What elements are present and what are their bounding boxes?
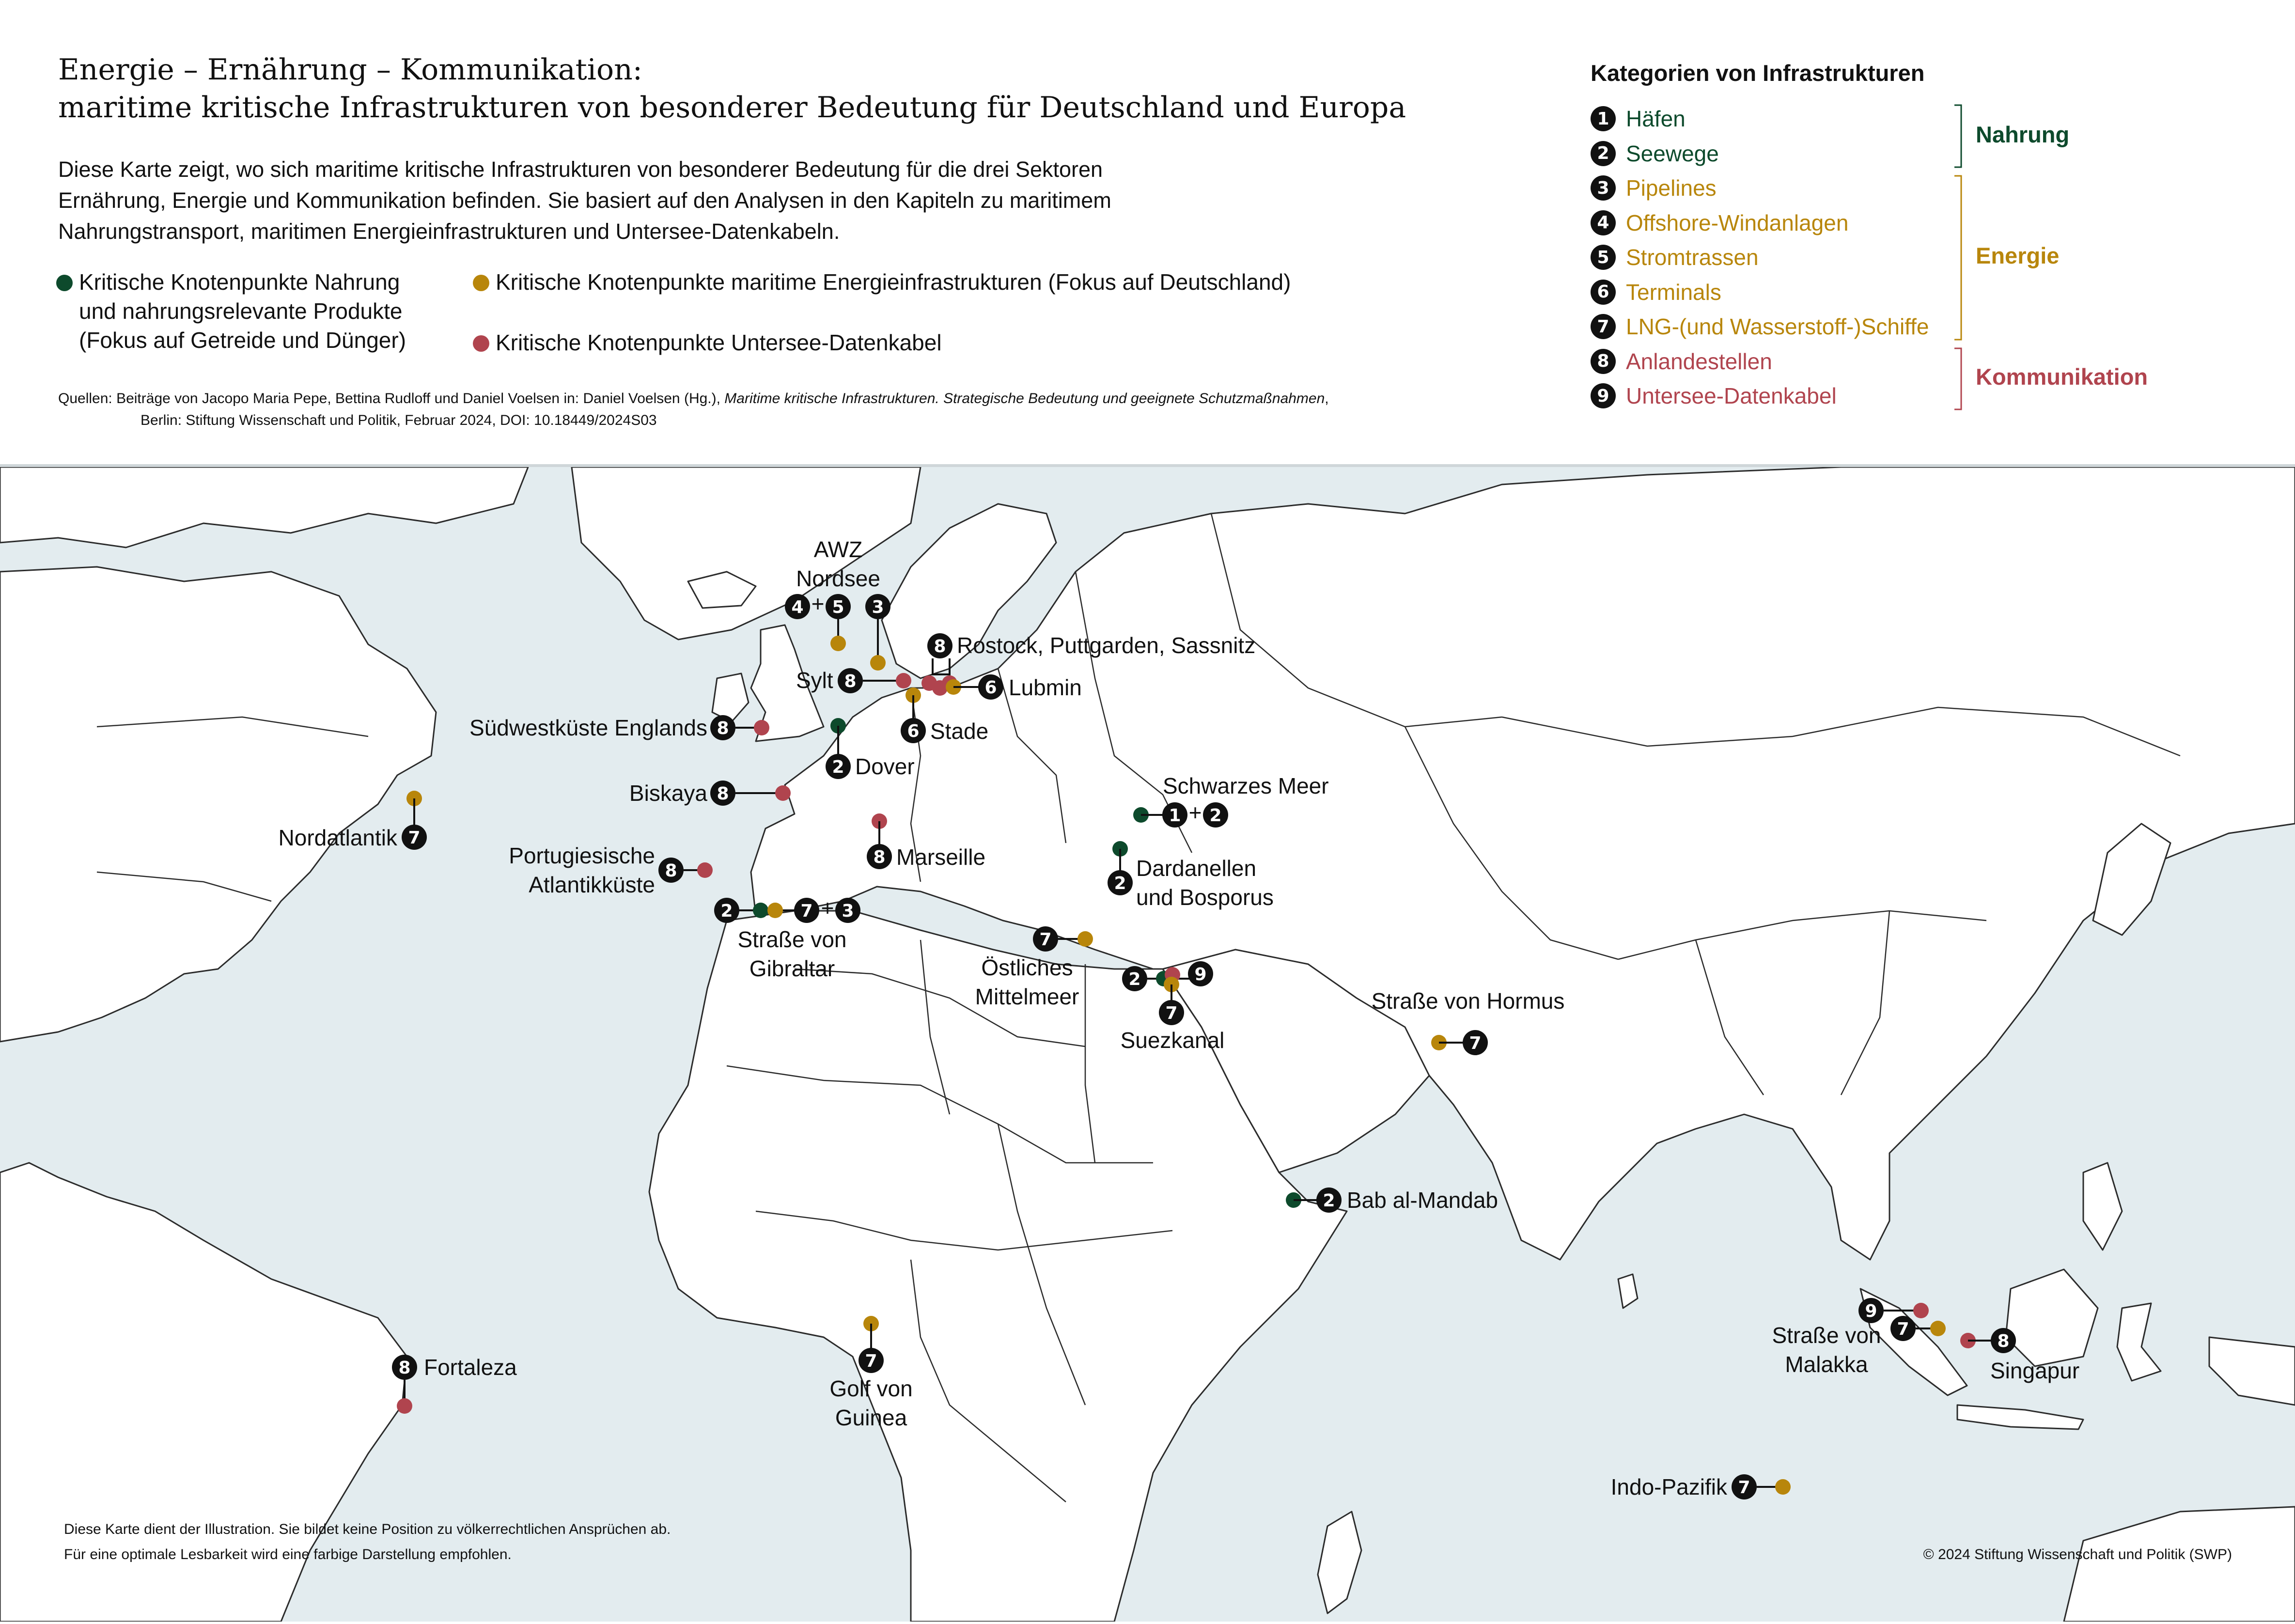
intro-line-2: Ernährung, Energie und Kommunikation befinden. Sie basiert auf den Analysen in den Kapiteln zu maritimem [58,188,1111,213]
badge-ostmittelmeer-7 [1033,926,1058,952]
badge-malakka-9 [1858,1298,1884,1323]
legend-item-label: Pipelines [1626,175,1717,201]
badge-schwarzes-1 [1162,802,1187,828]
svg-text:6: 6 [984,678,997,698]
legend-item-label: Stromtrassen [1626,245,1759,270]
title-line-1: Energie – Ernährung – Kommunikation: [58,53,642,87]
legend-braces [1952,104,1972,414]
svg-text:9: 9 [1865,1301,1877,1321]
sylt-label: Sylt [796,668,833,693]
badge-indopazifik-7 [1732,1474,1757,1499]
portugal-label-line2: Atlantikküste [529,872,655,897]
legend-number-badge: 3 [1591,175,1616,201]
legend-number-badge: 6 [1591,280,1616,305]
group-label-energie: Energie [1976,243,2060,268]
legend-number-badge: 1 [1591,106,1616,131]
dot-indopazifik [1775,1479,1791,1495]
marseille-label: Marseille [896,844,986,870]
legend-number-badge: 7 [1591,314,1616,339]
svg-text:2: 2 [1128,969,1141,989]
singapur-label: Singapur [1990,1358,2080,1383]
badge-biskaya-8 [710,781,735,806]
badge-singapur-8 [1991,1328,2016,1353]
schwarzes-plus: + [1188,800,1202,825]
badge-bab-2 [1316,1187,1342,1213]
page-title [58,51,1406,126]
ostmittelmeer-label-line1: Östliches [981,955,1073,980]
svg-text:2: 2 [1114,874,1126,893]
biskaya-label: Biskaya [629,781,707,806]
badge-rostock-8 [927,633,952,658]
dot-awz-windanlagen [830,636,846,651]
svg-text:7: 7 [1897,1319,1909,1339]
svg-text:6: 6 [907,721,920,741]
intro-line-3: Nahrungstransport, maritimen Energieinfrastrukturen und Untersee-Datenkabeln. [58,219,840,244]
legend-number-badge: 2 [1591,141,1616,166]
rostock-label: Rostock, Puttgarden, Sassnitz [957,633,1256,658]
dot-gibraltar-energie [767,903,783,918]
title-line-2: maritime kritische Infrastrukturen von besonderer Bedeutung für Deutschland und Europa [58,91,1406,125]
dot-gibraltar-seeweg [753,903,768,918]
badge-lubmin-6 [978,674,1003,700]
legend-item-3 [1591,171,1717,205]
dot-biskaya [775,785,791,801]
svg-text:4: 4 [791,597,804,617]
footnote-1: Diese Karte dient der Illustration. Sie bildet keine Position zu völkerrechtlichen Ansprüchen ab. [64,1521,671,1537]
suez-label: Suezkanal [1120,1028,1225,1053]
key-nahrung-line-2: und nahrungsrelevante Produkte [79,298,403,324]
legend-item-label: Häfen [1626,106,1686,131]
svg-text:7: 7 [800,901,813,921]
badge-stade-6 [901,718,926,743]
badge-suedwest-8 [710,715,735,740]
key-energie: Kritische Knotenpunkte maritime Energieinfrastrukturen (Fokus auf Deutschland) [496,269,1291,295]
copyright: © 2024 Stiftung Wissenschaft und Politik (SWP) [1923,1546,2232,1562]
svg-text:8: 8 [717,784,729,804]
malakka-label-line1: Straße von [1772,1323,1881,1348]
fortaleza-label: Fortaleza [424,1355,517,1380]
energie-dot-icon [473,275,489,291]
map-canvas [0,467,2295,1622]
sources [58,388,1329,431]
legend-item-7 [1591,310,1929,344]
legend-title: Kategorien von Infrastrukturen [1591,60,1925,86]
stade-label: Stade [930,718,989,744]
svg-text:8: 8 [665,861,677,881]
legend-number-badge: 9 [1591,383,1616,408]
legend-item-4 [1591,206,1848,240]
svg-text:7: 7 [1469,1033,1482,1053]
svg-text:7: 7 [1039,930,1052,950]
badge-malakka-7 [1890,1316,1916,1341]
legend-item-label: LNG-(und Wasserstoff-)Schiffe [1626,314,1929,339]
svg-text:2: 2 [1323,1191,1335,1211]
legend-item-label: Offshore-Windanlagen [1626,210,1849,235]
badge-hormus-7 [1463,1030,1488,1055]
bab-label: Bab al-Mandab [1347,1187,1498,1213]
badge-awz-4 [785,594,810,619]
hormus-label: Straße von Hormus [1371,988,1565,1014]
intro-text [58,154,1269,247]
group-label-nahrung: Nahrung [1976,122,2070,147]
svg-text:2: 2 [832,757,844,777]
legend-item-2 [1591,137,1719,171]
dot-malakka-lng [1930,1321,1946,1336]
badge-awz-5 [826,594,851,619]
svg-text:7: 7 [1165,1003,1178,1023]
dot-ostmittelmeer [1077,931,1093,947]
awz-label-line2: Nordsee [796,566,880,591]
malakka-label-line2: Malakka [1785,1352,1868,1377]
legend-item-8 [1591,344,1772,378]
svg-text:8: 8 [398,1358,411,1378]
sources-suffix: , [1325,390,1329,406]
awz-label-line1: AWZ [813,537,863,562]
svg-text:8: 8 [717,718,729,738]
schwarzes-label: Schwarzes Meer [1163,773,1329,798]
badge-suez-9 [1188,961,1213,986]
guinea-label-line1: Golf von [829,1376,913,1401]
badge-suez-2 [1122,966,1147,991]
sources-prefix: Quellen: Beiträge von Jacopo Maria Pepe, Bettina Rudloff und Daniel Voelsen in: Daniel Voelsen (Hg.), [58,390,725,406]
legend-number-badge: 4 [1591,210,1616,235]
badge-gibraltar-7 [794,898,819,923]
legend-item-5 [1591,240,1759,274]
indopazifik-label: Indo-Pazifik [1610,1474,1727,1499]
legend-item-label: Untersee-Datenkabel [1626,383,1837,408]
legend-item-1 [1591,102,1686,136]
svg-text:9: 9 [1194,965,1207,984]
suedwest-label: Südwestküste Englands [469,715,707,740]
header [0,0,2295,464]
gibraltar-label-line2: Gibraltar [749,956,835,981]
footnote-2: Für eine optimale Lesbarkeit wird eine farbige Darstellung empfohlen. [64,1546,512,1562]
badge-portugal-8 [658,858,684,883]
sources-publication: Maritime kritische Infrastrukturen. Strategische Bedeutung und geeignete Schutzmaßnahmen [724,390,1325,406]
badge-fortaleza-8 [392,1355,417,1380]
badge-gibraltar-2 [714,898,739,923]
key-nahrung-line-3: (Fokus auf Getreide und Dünger) [79,328,406,353]
dardanellen-label-line1: Dardanellen [1136,856,1257,881]
dot-portugal [697,862,713,878]
legend-item-label: Seewege [1626,141,1719,166]
svg-text:7: 7 [1738,1478,1750,1498]
lubmin-label: Lubmin [1009,675,1082,700]
legend-item-label: Terminals [1626,279,1721,305]
badge-nordatlantik-7 [402,825,427,850]
svg-text:8: 8 [873,847,886,867]
dot-awz-pipelines [870,655,886,671]
dot-fortaleza [397,1398,412,1414]
legend-number-badge: 8 [1591,349,1616,374]
svg-text:5: 5 [832,597,844,617]
badge-marseille-8 [867,844,892,869]
badge-sylt-8 [838,668,863,693]
guinea-label-line2: Guinea [835,1405,907,1430]
dot-malakka-kabel [1913,1303,1929,1318]
svg-text:3: 3 [842,901,854,921]
sources-line-1 [58,388,1329,409]
badge-schwarzes-2 [1203,802,1228,828]
svg-text:8: 8 [844,671,857,691]
intro-line-1: Diese Karte zeigt, wo sich maritime kritische Infrastrukturen von besonderer Bedeutung für die drei Sektoren [58,157,1103,182]
nordatlantik-label: Nordatlantik [278,825,397,850]
badge-gibraltar-3 [835,898,860,923]
badge-guinea-7 [859,1348,884,1373]
key-nahrung [79,267,406,355]
key-kommunikation: Kritische Knotenpunkte Untersee-Datenkabel [496,330,942,355]
svg-text:7: 7 [865,1351,877,1371]
svg-text:2: 2 [1209,806,1222,826]
badge-suez-7 [1159,1000,1184,1025]
key-nahrung-line-1: Kritische Knotenpunkte Nahrung [79,269,400,295]
kommunikation-dot-icon [473,335,489,352]
badge-awz-3 [865,594,890,619]
legend-number-badge: 5 [1591,245,1616,270]
dover-label: Dover [855,754,915,779]
svg-text:8: 8 [934,637,946,656]
svg-text:3: 3 [872,597,884,617]
ostmittelmeer-label-line2: Mittelmeer [975,984,1079,1009]
gibraltar-plus: + [821,895,834,921]
badge-dover-2 [826,754,851,779]
nahrung-dot-icon [56,275,73,291]
svg-text:2: 2 [720,901,733,921]
svg-text:7: 7 [408,828,421,848]
world-map [0,467,2295,1622]
legend-item-6 [1591,275,1721,309]
svg-text:8: 8 [1997,1331,2010,1351]
group-label-kommunikation: Kommunikation [1976,364,2148,390]
badge-dardanellen-2 [1108,870,1133,895]
legend-item-9 [1591,379,1837,413]
portugal-label-line1: Portugiesische [509,843,655,868]
sources-line-2: Berlin: Stiftung Wissenschaft und Politik, Februar 2024, DOI: 10.18449/2024S03 [141,412,657,428]
svg-text:1: 1 [1169,806,1181,826]
dot-suedwest [754,720,769,735]
gibraltar-label-line1: Straße von [737,927,847,952]
awz-plus: + [811,591,825,616]
dot-sylt [896,673,911,688]
legend-item-label: Anlandestellen [1626,348,1772,374]
dardanellen-label-line2: und Bosporus [1136,885,1274,910]
